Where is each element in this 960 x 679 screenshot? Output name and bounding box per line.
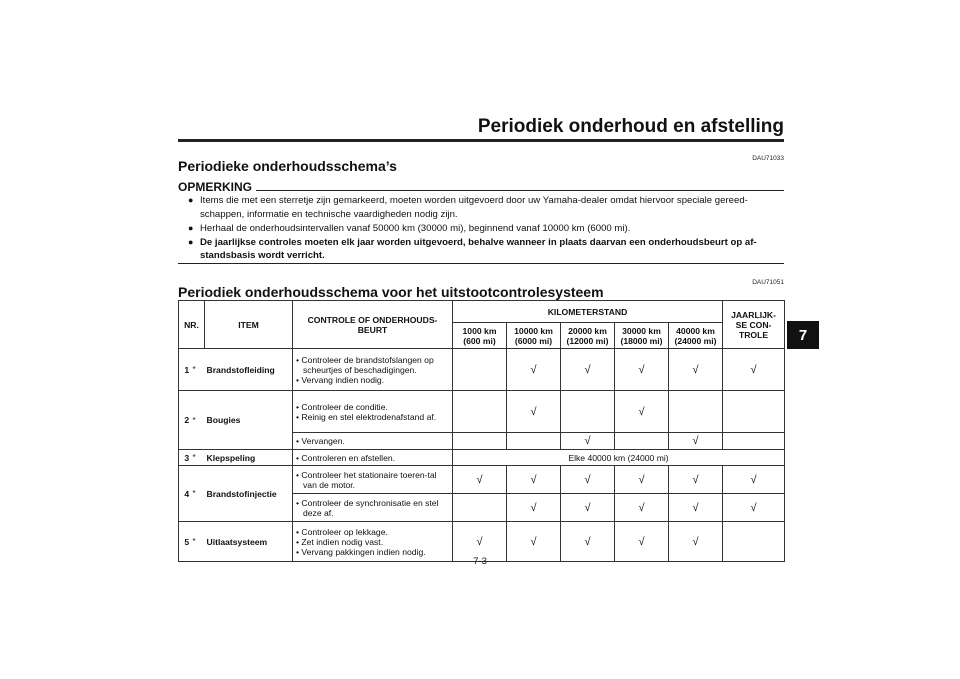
bullet-icon: ● bbox=[188, 195, 194, 205]
section-ref-code: DAU71033 bbox=[752, 155, 784, 162]
header-km: 10000 km (6000 mi) bbox=[507, 323, 561, 349]
header-km: 20000 km (12000 mi) bbox=[561, 323, 615, 349]
table-row: 2 * Bougies • Controleer de conditie. • Reinig en stel elektrodenafstand af. √ √ bbox=[179, 391, 785, 433]
table-row: 4 * Brandstofinjectie • Controleer het stationaire toeren-tal van de motor. √ √ √ √ √ √ bbox=[179, 466, 785, 494]
maintenance-table bbox=[178, 300, 785, 562]
header-km: 40000 km (24000 mi) bbox=[669, 323, 723, 349]
header-item: ITEM bbox=[205, 301, 293, 349]
table-row: 1 * Brandstofleiding • Controleer de brandstofslangen op scheurtjes of beschadigingen. • Vervang indien nodig. √ √ √ √ √ bbox=[179, 349, 785, 391]
page-number: 7-3 bbox=[473, 556, 487, 567]
table-row: • Vervangen. √ √ bbox=[179, 433, 785, 450]
header-km: 1000 km (600 mi) bbox=[453, 323, 507, 349]
note-item: ● Herhaal de onderhoudsintervallen vanaf 50000 km (30000 mi), beginnend vanaf 10000 km (6000 mi). bbox=[188, 222, 631, 234]
bullet-icon: ● bbox=[188, 236, 194, 247]
note-header-rule bbox=[256, 190, 784, 191]
table-row: 5 * Uitlaatsysteem • Controleer op lekkage. • Zet indien nodig vast. • Vervang pakkingen indien nodig. √ √ √ √ √ bbox=[179, 522, 785, 562]
note-item: ● De jaarlijkse controles moeten elk jaar worden uitgevoerd, behalve wanneer in plaats daarvan een onderhoudsbeurt op af-standsbasis wordt verricht. bbox=[188, 236, 757, 261]
bullet-icon: ● bbox=[188, 222, 194, 233]
header-km-group: KILOMETERSTAND bbox=[453, 301, 723, 323]
page-title: Periodiek onderhoud en afstelling bbox=[477, 116, 784, 137]
title-rule bbox=[178, 139, 784, 142]
note-item: ● Items die met een sterretje zijn gemarkeerd, moeten worden uitgevoerd door uw Yamaha-dealer omdat hiervoor speciale gereed-schappen, informatie en technische vaardigheden nodig zijn. bbox=[188, 195, 748, 220]
note-label: OPMERKING bbox=[178, 180, 253, 194]
note-list bbox=[188, 194, 784, 263]
section-title: Periodiek onderhoudsschema voor het uitstootcontrolesysteem bbox=[178, 284, 604, 300]
header-nr: NR. bbox=[179, 301, 205, 349]
chapter-tab[interactable]: 7 bbox=[787, 321, 819, 349]
table-row: • Controleer de synchronisatie en stel deze af. √ √ √ √ √ bbox=[179, 494, 785, 522]
header-yearly: JAARLIJK-SE CON-TROLE bbox=[723, 301, 785, 349]
section-ref-code: DAU71051 bbox=[752, 279, 784, 286]
table-row: 3 * Klepspeling • Controleren en afstellen. Elke 40000 km (24000 mi) bbox=[179, 450, 785, 466]
section-title: Periodieke onderhoudsschema’s bbox=[178, 158, 397, 174]
note-header bbox=[178, 180, 784, 194]
header-km: 30000 km (18000 mi) bbox=[615, 323, 669, 349]
note-footer-rule bbox=[178, 263, 784, 264]
header-control: CONTROLE OF ONDERHOUDS-BEURT bbox=[293, 301, 453, 349]
